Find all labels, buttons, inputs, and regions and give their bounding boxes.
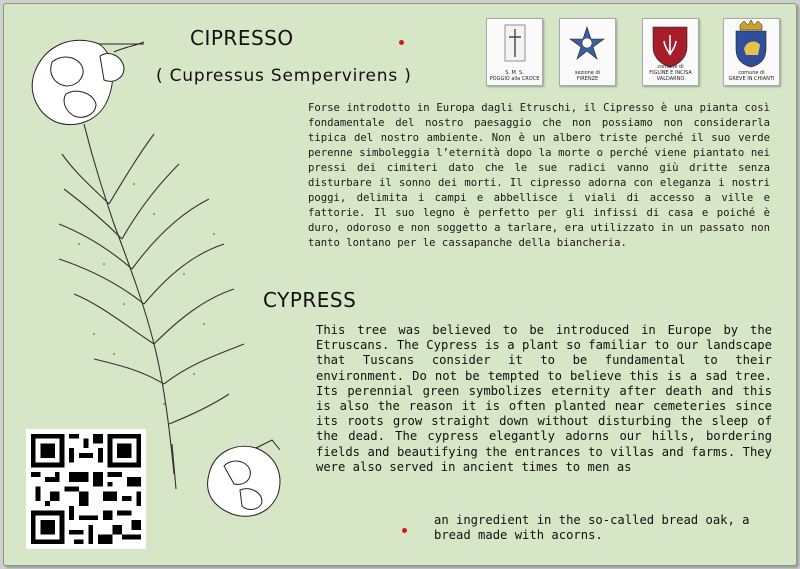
english-description-tail: an ingredient in the so-called bread oak, a bread made with acorns. [434,513,750,543]
english-description: This tree was believed to be introduced in Europe by the Etruscans. The Cypress is a plant so familiar to our landscape that Tuscans consider it to be fundamental to their environment. Do not be tempted to believe this is a sad tree. Its perennial green symbolizes eternity after death and this is also the reason it is often planted near cemeteries since its roots grow straight down without disturbing the sleep of the dead. The cypress elegantly adorns our hills, bordering fields and beautifying the entrances to villas and farms. They were also served in ancient times to men as [316,323,772,474]
italian-subtitle: ( Cupressus Sempervirens ) [156,66,412,86]
logo-caption-2: FIGLINE E INCISA VALDARNO [649,70,692,82]
logo-caption-1: comune di [657,64,684,70]
italian-title: CIPRESSO [190,26,294,50]
cypress-cone-icon [32,40,144,124]
logo-cai-firenze [559,18,616,86]
red-dot-marker [402,528,407,533]
logo-figline-incisa [642,18,699,86]
logo-caption-1: S. M. S. [505,70,524,76]
cypress-cone-bottom-icon [208,440,280,516]
logo-caption-1: comune di [738,70,765,76]
qr-code[interactable] [26,429,146,549]
logo-sms-poggio [486,18,543,86]
logo-caption-2: POGGIO alla CROCE [489,76,540,82]
logo-caption-1: sezione di [574,70,601,76]
italian-description: Forse introdotto in Europa dagli Etruschi, il Cipresso è una pianta così fondamentale del nostro paesaggio che non possiamo non considerarla tipica del nostro ambiente. Non è un albero triste perché il suo verde perenne simboleggia l’eternità dopo la morte o perché viene piantato nei pressi dei cimiteri dato che le sue radici vanno giù dritte senza disturbare il sonno dei morti. Il cipresso adorna con eleganza i nostri poggi, delimita i campi e abbellisce i viali di accesso a ville e fattorie. Il suo legno è perfetto per gli infissi di casa e poiché è duro, odoroso e non soggetto a tarlare, era utilizzato in un passato non tanto lontano per le cassapanche della biancheria. [308,102,770,249]
cross-plaque-icon [487,19,542,69]
cai-star-emblem-icon [560,19,615,69]
crowned-shield-icon [724,19,779,69]
logo-caption-2: FIRENZE [576,76,599,82]
logo-greve-chianti [723,18,780,86]
logo-caption-2: GREVE IN CHIANTI [728,76,775,82]
lily-coat-of-arms-icon [643,19,698,69]
english-title: CYPRESS [263,288,357,312]
red-dot-marker [399,40,404,45]
info-panel [3,3,797,566]
